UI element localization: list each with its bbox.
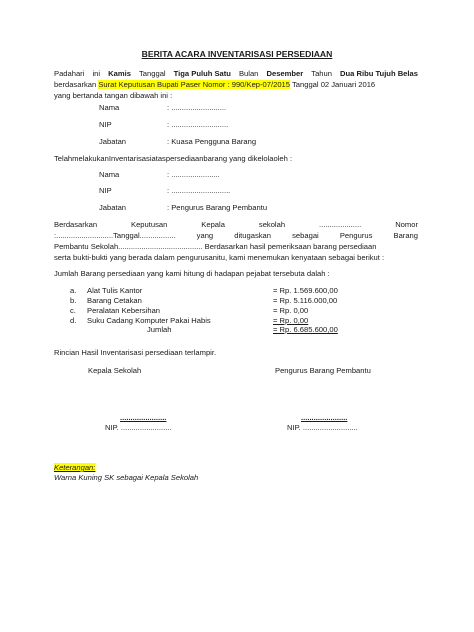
signature-left-nip: NIP. ........................: [105, 423, 172, 432]
para2-line-1: [54, 220, 418, 229]
item-name: Peralatan Kebersihan: [87, 306, 161, 315]
para2-word: sebagai: [292, 231, 319, 240]
person2-jabatan-label: Jabatan: [99, 203, 127, 212]
intro-word: Tahun: [311, 69, 332, 78]
signature-left-dots: ......................: [120, 413, 167, 422]
jumlah-intro: Jumlah Barang persediaan yang kami hitung di hadapan pejabat tersebuta dalah :: [54, 269, 330, 278]
item-letter: c.: [70, 306, 76, 315]
intro-word: Bulan: [238, 69, 259, 78]
person1-nip-label: NIP: [99, 120, 112, 129]
intro-month: Desember: [266, 69, 304, 78]
item-name: Suku Cadang Komputer Pakai Habis: [87, 316, 211, 325]
para2-line-3: Pembantu Sekolah........................................ Berdasarkan hasil pemeriksaan barang persediaan: [54, 242, 377, 251]
person2-name-label: Nama: [99, 170, 120, 179]
intro-text: berdasarkan: [54, 80, 97, 89]
intro-line-1: [54, 69, 418, 78]
para2-word: Barang: [393, 231, 418, 240]
item-amount: = Rp. 0,00: [273, 316, 309, 325]
intro-date: Tiga Puluh Satu: [173, 69, 231, 78]
person2-nip-value: : ............................: [167, 186, 231, 195]
signature-right-nip: NIP. ..........................: [287, 423, 358, 432]
para2-line-2: [54, 231, 418, 240]
person1-jabatan-label: Jabatan: [99, 137, 127, 146]
intro-year: Dua Ribu Tujuh Belas: [340, 69, 418, 78]
para2-word: :...........................Tanggal.................: [54, 231, 176, 240]
person1-jabatan-value: : Kuasa Pengguna Barang: [167, 137, 257, 146]
intro-line-3: yang bertanda tangan dibawah ini :: [54, 91, 173, 100]
total-amount: = Rp. 6.685.600,00: [273, 325, 338, 334]
total-label: Jumlah: [147, 325, 172, 334]
item-name: Barang Cetakan: [87, 296, 142, 305]
para2-word: Nomor: [395, 220, 418, 229]
item-name: Alat Tulis Kantor: [87, 286, 143, 295]
intro-line-2: [54, 80, 375, 89]
para2-word: Pengurus: [339, 231, 373, 240]
middle-line: TelahmelakukanInventarisasiataspersediaanbarang yang dikelolaoleh :: [54, 154, 293, 163]
intro-text: Tanggal 02 Januari 2016: [291, 80, 376, 89]
item-letter: a.: [70, 286, 77, 295]
para2-word: ....................: [319, 220, 362, 229]
rincian-text: Rincian Hasil Inventarisasi persediaan terlampir.: [54, 348, 217, 357]
intro-word: Tanggal: [139, 69, 166, 78]
para2-line-4: serta bukti-bukti yang berada dalam pengurusanitu, kami menemukan kenyataan sebagai berikut :: [54, 253, 385, 262]
person1-nip-value: : ...........................: [167, 120, 229, 129]
item-letter: d.: [70, 316, 77, 325]
item-amount: = Rp. 5.116.000,00: [273, 296, 338, 305]
person2-jabatan-value: : Pengurus Barang Pembantu: [167, 203, 268, 212]
item-amount: = Rp. 1.569.600,00: [273, 286, 338, 295]
para2-word: ditugaskan: [234, 231, 271, 240]
para2-word: Keputusan: [131, 220, 168, 229]
para2-word: sekolah: [258, 220, 286, 229]
intro-word: ini: [92, 69, 101, 78]
item-amount: = Rp. 0,00: [273, 306, 309, 315]
note-label: Keterangan:: [54, 463, 96, 472]
intro-word: Padahari: [54, 69, 85, 78]
signature-right-dots: ......................: [301, 413, 348, 422]
para2-word: Kepala: [201, 220, 225, 229]
para2-word: yang: [196, 231, 214, 240]
signature-right-title: Pengurus Barang Pembantu: [275, 366, 371, 375]
note-text: Warna Kuning SK sebagai Kepala Sekolah: [54, 473, 199, 482]
person1-name-label: Nama: [99, 103, 120, 112]
highlighted-sk-reference: Surat Keputusan Bupati Paser Nomor : 990/Kep-07/2015: [98, 80, 290, 89]
document-title: BERITA ACARA INVENTARISASI PERSEDIAAN: [141, 49, 333, 59]
intro-day: Kamis: [108, 69, 131, 78]
item-letter: b.: [70, 296, 77, 305]
person2-name-value: : .......................: [167, 170, 220, 179]
para2-word: Berdasarkan: [54, 220, 98, 229]
person1-name-value: : ..........................: [167, 103, 227, 112]
person2-nip-label: NIP: [99, 186, 112, 195]
signature-left-title: Kepala Sekolah: [88, 366, 142, 375]
